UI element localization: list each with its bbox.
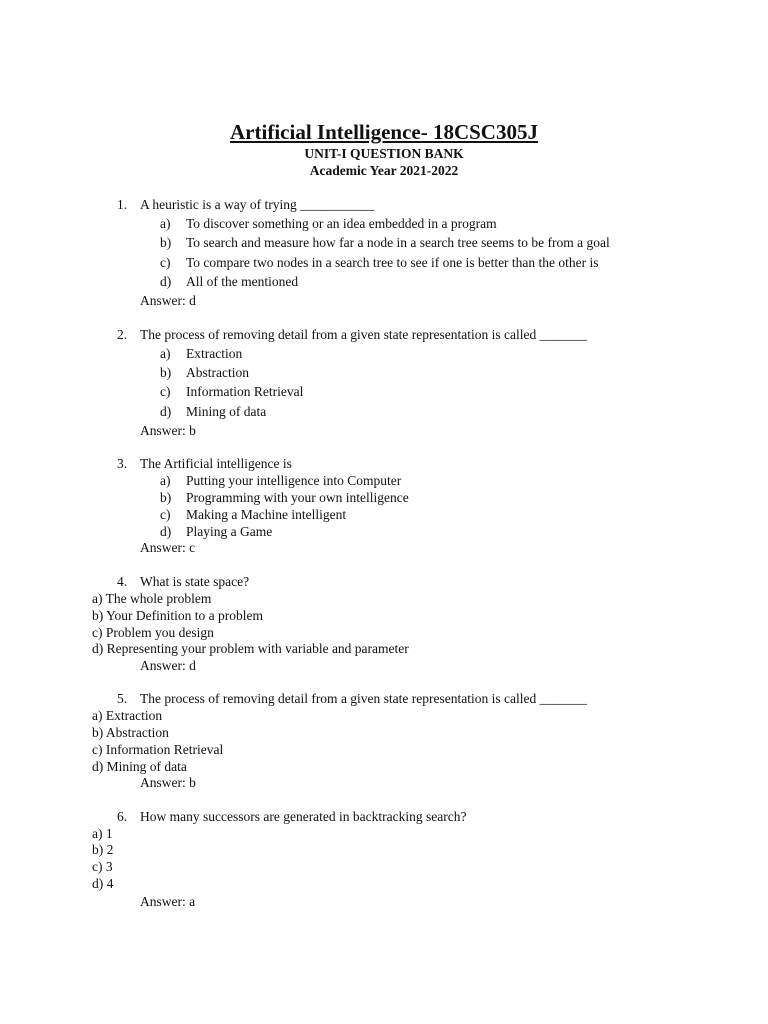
question-text: The process of removing detail from a given state representation is called _______ — [140, 327, 587, 342]
option-line — [92, 607, 263, 624]
option-label: c) — [92, 742, 103, 757]
document-unit: UNIT-I QUESTION BANK — [304, 146, 464, 161]
option-label: c) — [92, 859, 103, 874]
option-text: Abstraction — [186, 365, 249, 380]
question-number: 5. — [117, 691, 128, 706]
option-text: 1 — [105, 826, 113, 841]
answer-line: Answer: c — [140, 540, 196, 555]
question-number: 3. — [117, 456, 128, 471]
option-label: c) — [160, 507, 171, 522]
option-text: Mining of data — [106, 759, 187, 774]
option-label: d) — [160, 274, 172, 289]
question-text: What is state space? — [140, 574, 250, 589]
option-text: Your Definition to a problem — [106, 608, 263, 623]
answer-line: Answer: d — [140, 658, 196, 673]
option-text: Abstraction — [105, 725, 169, 740]
option-text: Extraction — [186, 346, 243, 361]
question-number: 4. — [117, 574, 128, 589]
option-text: 2 — [106, 842, 114, 857]
option-label: c) — [160, 255, 171, 270]
option-label: a) — [92, 708, 103, 723]
option-label: d) — [92, 759, 104, 774]
option-label: b) — [160, 235, 172, 250]
question-text: The process of removing detail from a given state representation is called _______ — [140, 691, 587, 706]
option-line — [92, 875, 113, 892]
option-label: a) — [160, 473, 171, 488]
question-text: The Artificial intelligence is — [140, 456, 292, 471]
option-text: To search and measure how far a node in a search tree seems to be from a goal — [186, 235, 610, 250]
answer-line: Answer: d — [140, 293, 196, 308]
option-text: Extraction — [105, 708, 163, 723]
option-line — [92, 640, 409, 657]
option-label: b) — [92, 725, 104, 740]
option-text: Mining of data — [186, 404, 267, 419]
option-text: Programming with your own intelligence — [186, 490, 409, 505]
option-text: To compare two nodes in a search tree to see if one is better than the other is — [186, 255, 599, 270]
question-number: 6. — [117, 809, 128, 824]
option-text: To discover something or an idea embedded in a program — [186, 216, 497, 231]
option-text: All of the mentioned — [186, 274, 299, 289]
answer-line: Answer: b — [140, 423, 196, 438]
option-label: c) — [92, 625, 103, 640]
option-text: Information Retrieval — [186, 384, 304, 399]
option-text: 3 — [105, 859, 113, 874]
option-label: b) — [160, 365, 172, 380]
question-number: 2. — [117, 327, 128, 342]
option-label: a) — [160, 346, 171, 361]
option-line — [92, 741, 223, 758]
option-line — [92, 858, 113, 875]
option-line — [92, 724, 169, 741]
option-label: a) — [160, 216, 171, 231]
option-text: Representing your problem with variable and parameter — [106, 641, 409, 656]
option-text: Making a Machine intelligent — [186, 507, 347, 522]
option-text: Playing a Game — [186, 524, 273, 539]
academic-year: Academic Year 2021-2022 — [309, 163, 459, 178]
option-text: The whole problem — [105, 591, 212, 606]
option-label: a) — [92, 826, 103, 841]
option-line — [92, 825, 113, 842]
answer-line: Answer: b — [140, 775, 196, 790]
option-text: Putting your intelligence into Computer — [186, 473, 402, 488]
question-text: A heuristic is a way of trying ___________ — [140, 197, 375, 212]
option-line — [92, 624, 214, 641]
question-number: 1. — [117, 197, 128, 212]
option-line — [92, 758, 187, 775]
option-label: c) — [160, 384, 171, 399]
option-text: Information Retrieval — [105, 742, 224, 757]
option-label: d) — [92, 641, 104, 656]
option-text: Problem you design — [105, 625, 214, 640]
question-text: How many successors are generated in backtracking search? — [140, 809, 467, 824]
option-label: b) — [92, 608, 104, 623]
option-line — [92, 590, 211, 607]
option-label: d) — [160, 404, 172, 419]
answer-line: Answer: a — [140, 894, 196, 909]
option-label: b) — [160, 490, 172, 505]
option-text: 4 — [106, 876, 114, 891]
option-line — [92, 707, 162, 724]
document-title: Artificial Intelligence- 18CSC305J — [230, 120, 538, 144]
option-label: d) — [160, 524, 172, 539]
option-line — [92, 841, 113, 858]
option-label: a) — [92, 591, 103, 606]
option-label: d) — [92, 876, 104, 891]
option-label: b) — [92, 842, 104, 857]
